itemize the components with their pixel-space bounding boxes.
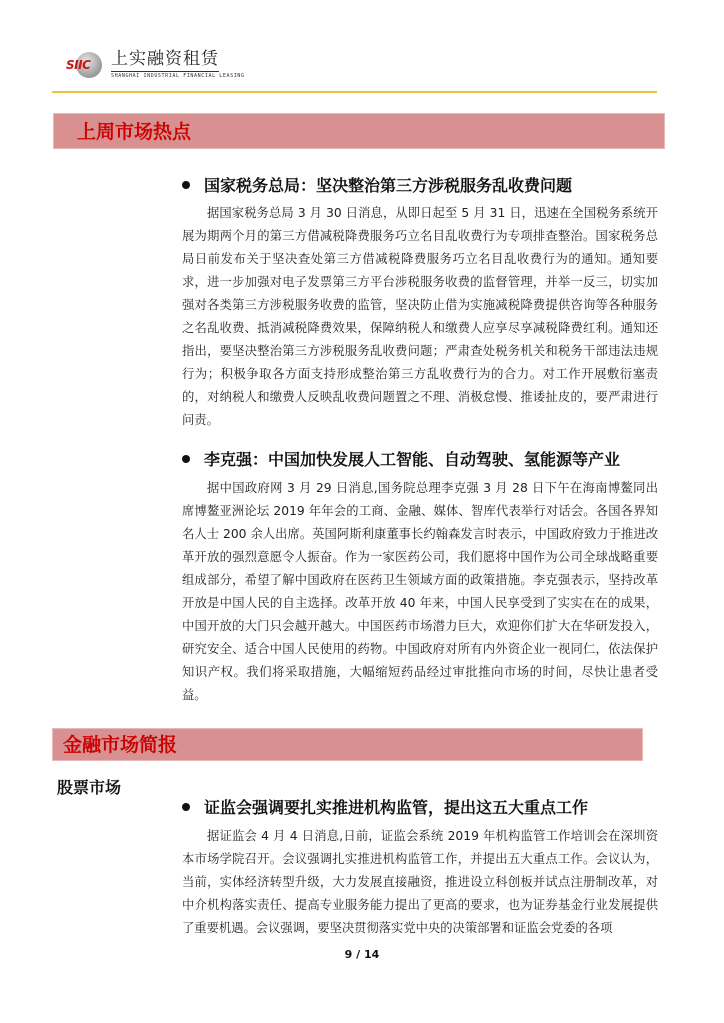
bullet-icon (182, 803, 190, 811)
bullet-icon (182, 181, 190, 189)
section-banner-financial-brief (52, 728, 643, 761)
company-logo (66, 48, 245, 84)
siic-logo-icon: SIIC (66, 52, 108, 78)
article-heading: 李克强：中国加快发展人工智能、自动驾驶、氢能源等产业 (182, 450, 620, 470)
article-heading: 证监会强调要扎实推进机构监管，提出这五大重点工作 (182, 798, 588, 818)
section-title: 金融市场简报 (63, 734, 178, 756)
bullet-icon (182, 455, 190, 463)
subsection-title: 股票市场 (57, 778, 122, 797)
section-title: 上周市场热点 (77, 121, 192, 143)
logo-english-name: SHANGHAI INDUSTRIAL FINANCIAL LEASING (111, 73, 245, 79)
header-rule (52, 91, 657, 93)
article-heading: 国家税务总局：坚决整治第三方涉税服务乱收费问题 (182, 176, 572, 196)
page-number: 9 / 14 (344, 948, 380, 961)
article-body: 据中国政府网 3 月 29 日消息,国务院总理李克强 3 月 28 日下午在海南博鳌同出席博鳌亚洲论坛 2019 年年会的工商、金融、媒体、智库代表举行对话会。各国各界知名人士 200 余人出席。英国阿斯利康董事长约翰森发言时表示，中国政府致力于推进改革开放的强烈意愿令人振奋。作为一家医药公司，我们愿将中国作为公司全球战略重要组成部分，希望了解中国政府在医药卫生领域方面的政策措施。李克强表示，坚持改革开放是中国人民的自主选择。改革开放 40 年来，中国人民享受到了实实在在的成果，中国开放的大门只会越开越大。中国医药市场潜力巨大，欢迎你们扩大在华研发投入，研究安全、适合中国人民使用的药物。中国政府对所有内外资企业一视同仁，依法保护知识产权。我们将采取措施，大幅缩短药品经过审批推向市场的时间，尽快让患者受益。 (182, 481, 658, 702)
logo-chinese-name: 上实融资租赁 (111, 48, 219, 72)
article-body: 据证监会 4 月 4 日消息,日前，证监会系统 2019 年机构监管工作培训会在深圳资本市场学院召开。会议强调扎实推进机构监管工作，并提出五大重点工作。会议认为，当前，实体经济转型升级，大力发展直接融资，推进设立科创板并试点注册制改革，对中介机构落实责任、提高专业服务能力提出了更高的要求，也为证券基金行业发展提供了重要机遇。会议强调，要坚决贯彻落实党中央的决策部署和证监会党委的各项 (182, 829, 658, 935)
article-body: 据国家税务总局 3 月 30 日消息，从即日起至 5 月 31 日，迅速在全国税务系统开展为期两个月的第三方借减税降费服务巧立名目乱收费行为专项排查整治。国家税务总局日前发布关于坚决查处第三方借减税降费服务巧立名目乱收费行为的通知。通知要求，进一步加强对电子发票第三方平台涉税服务收费的监督管理，并举一反三，切实加强对各类第三方涉税服务收费的监管，坚决防止借为实施减税降费提供咨询等各种服务之名乱收费、抵消减税降费效果，保障纳税人和缴费人应享尽享减税降费红利。通知还指出，要坚决整治第三方涉税服务乱收费问题；严肃查处税务机关和税务干部违法违规行为；积极争取各方面支持形成整治第三方乱收费行为的合力。对工作开展敷衍塞责的，对纳税人和缴费人反映乱收费问题置之不理、消极怠慢、推诿扯皮的，要严肃进行问责。 (182, 206, 658, 427)
section-banner-market-hotspots (53, 113, 665, 149)
